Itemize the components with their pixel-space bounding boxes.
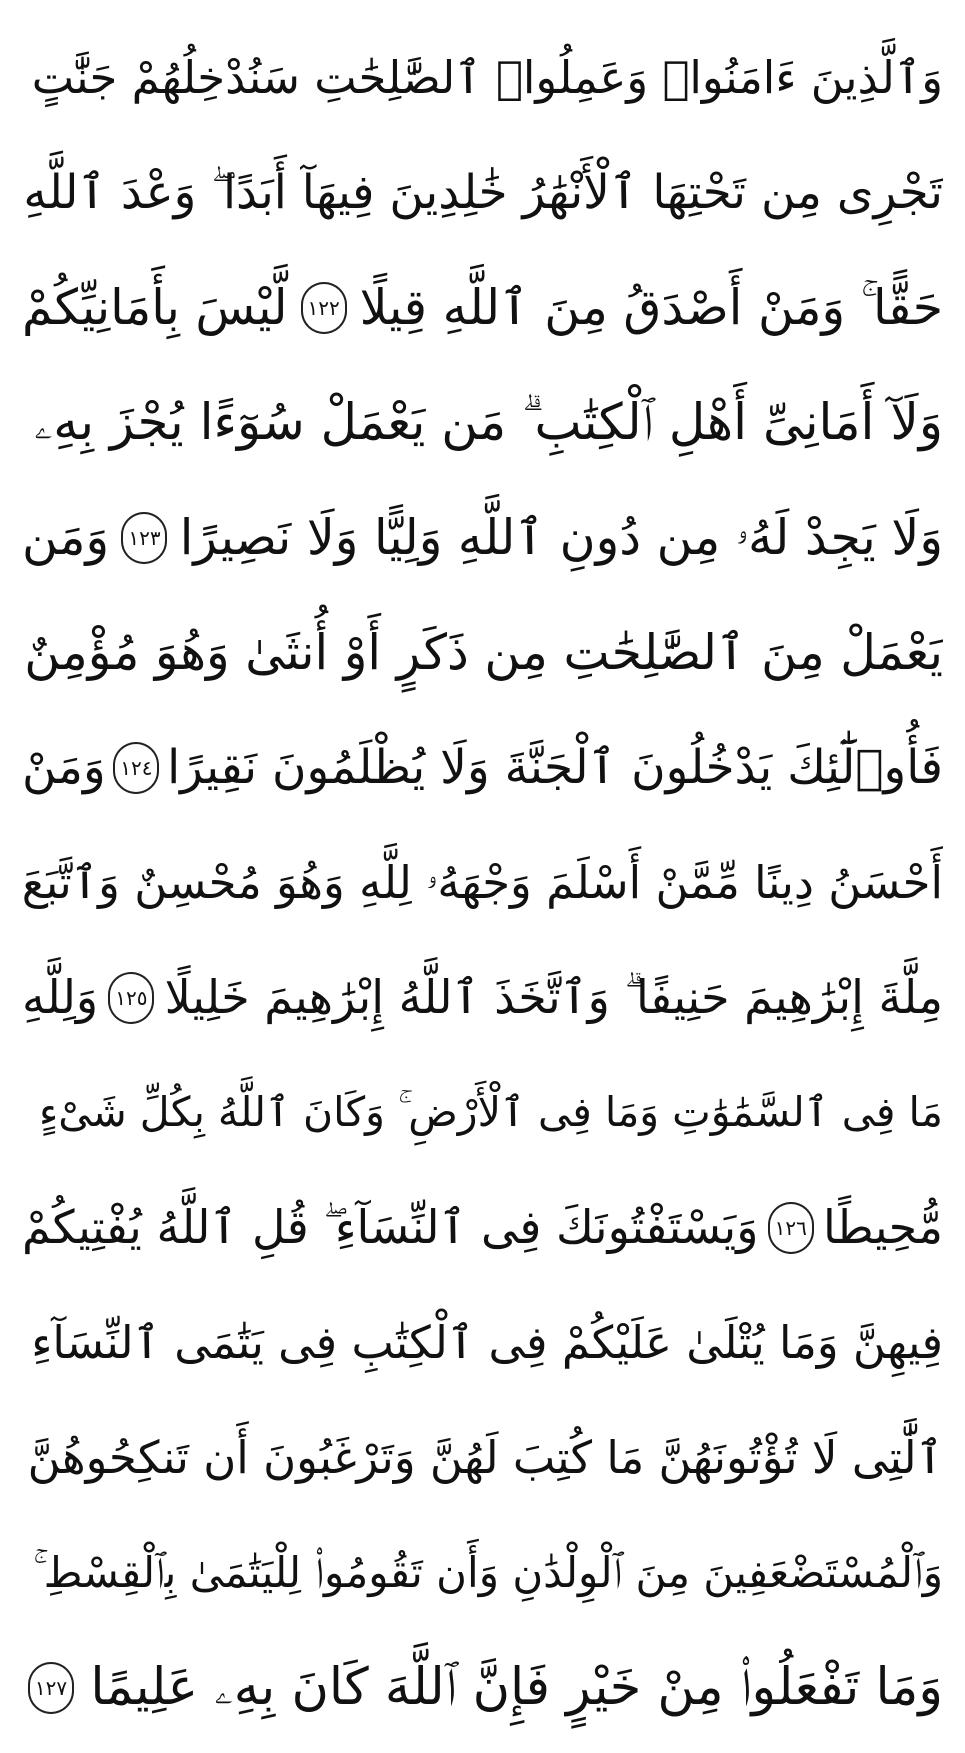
verse-text: يَعْمَلْ مِنَ ٱلصَّٰلِحَٰتِ مِن ذَكَرٍ أَوْ أُنثَىٰ وَهُوَ مُؤْمِنٌ [24, 624, 943, 681]
verse-line [22, 1515, 943, 1630]
ayah-number-marker: ١٢٢ [301, 282, 347, 334]
verse-line [22, 1170, 943, 1285]
verse-line [22, 480, 943, 595]
verse-text: أَحْسَنُ دِينًا مِّمَّنْ أَسْلَمَ وَجْهَهُۥ لِلَّهِ وَهُوَ مُحْسِنٌ وَٱتَّبَعَ [22, 856, 943, 909]
verse-line [22, 1285, 943, 1400]
verse-text: وَٱلْمُسْتَضْعَفِينَ مِنَ ٱلْوِلْدَٰنِ وَأَن تَقُومُوا۟ لِلْيَتَٰمَىٰ بِٱلْقِسْطِ ۚ [33, 1548, 943, 1597]
verse-text: وَٱلَّذِينَ ءَامَنُوا۟ وَعَمِلُوا۟ ٱلصَّٰلِحَٰتِ سَنُدْخِلُهُمْ جَنَّٰتٍ [31, 51, 943, 104]
verse-text: مَا فِى ٱلسَّمَٰوَٰتِ وَمَا فِى ٱلْأَرْضِ ۚ وَكَانَ ٱللَّهُ بِكُلِّ شَىْءٍ [38, 1088, 943, 1136]
verse-text: وَلِلَّهِ [22, 970, 99, 1024]
verse-line [22, 595, 943, 710]
ayah-number-marker: ١٢٣ [121, 512, 167, 564]
verse-text: وَلَآ أَمَانِىِّ أَهْلِ ٱلْكِتَٰبِ ۗ مَن يَعْمَلْ سُوٓءًا يُجْزَ بِهِۦ [34, 393, 943, 451]
verse-text: ٱلَّٰتِى لَا تُؤْتُونَهُنَّ مَا كُتِبَ لَهُنَّ وَتَرْغَبُونَ أَن تَنكِحُوهُنَّ [27, 1431, 943, 1484]
verse-text: حَقًّا ۚ وَمَنْ أَصْدَقُ مِنَ ٱللَّهِ قِيلًا [359, 279, 943, 336]
verse-line [22, 365, 943, 480]
verse-text: وَمَا تَفْعَلُوا۟ مِنْ خَيْرٍ فَإِنَّ ٱللَّهَ كَانَ بِهِۦ عَلِيمًا [90, 1658, 943, 1717]
verse-line [22, 1055, 943, 1170]
verse-text: وَمَنْ [22, 740, 106, 795]
ayah-number-marker: ١٢٧ [28, 1662, 74, 1714]
verse-text: فِيهِنَّ وَمَا يُتْلَىٰ عَلَيْكُمْ فِى ٱلْكِتَٰبِ فِى يَتَٰمَى ٱلنِّسَآءِ [31, 1316, 943, 1369]
verse-text: لَّيْسَ بِأَمَانِيِّكُمْ [22, 279, 288, 336]
verse-line [22, 1400, 943, 1515]
verse-text: تَجْرِى مِن تَحْتِهَا ٱلْأَنْهَٰرُ خَٰلِدِينَ فِيهَآ أَبَدًا ۖ وَعْدَ ٱللَّهِ [23, 165, 943, 220]
verse-line [22, 135, 943, 250]
verse-line [22, 20, 943, 135]
verse-text: وَمَن [22, 509, 110, 566]
ayah-number-marker: ١٢٤ [113, 742, 159, 794]
verse-text: وَيَسْتَفْتُونَكَ فِى ٱلنِّسَآءِ ۖ قُلِ ٱللَّهُ يُفْتِيكُمْ [22, 1200, 759, 1254]
verse-text: مُّحِيطًا [823, 1200, 943, 1254]
verse-line [22, 940, 943, 1055]
verse-line [22, 250, 943, 365]
verse-text: فَأُو۟لَٰٓئِكَ يَدْخُلُونَ ٱلْجَنَّةَ وَلَا يُظْلَمُونَ نَقِيرًا [167, 740, 943, 795]
ayah-number-marker: ١٢٥ [108, 972, 154, 1024]
verse-line [22, 1630, 943, 1745]
verse-text: وَلَا يَجِدْ لَهُۥ مِن دُونِ ٱللَّهِ وَلِيًّا وَلَا نَصِيرًا [179, 509, 943, 566]
verse-line [22, 825, 943, 940]
verse-text: مِلَّةَ إِبْرَٰهِيمَ حَنِيفًا ۗ وَٱتَّخَذَ ٱللَّهُ إِبْرَٰهِيمَ خَلِيلًا [164, 970, 943, 1024]
verse-line [22, 710, 943, 825]
ayah-number-marker: ١٢٦ [768, 1202, 814, 1254]
